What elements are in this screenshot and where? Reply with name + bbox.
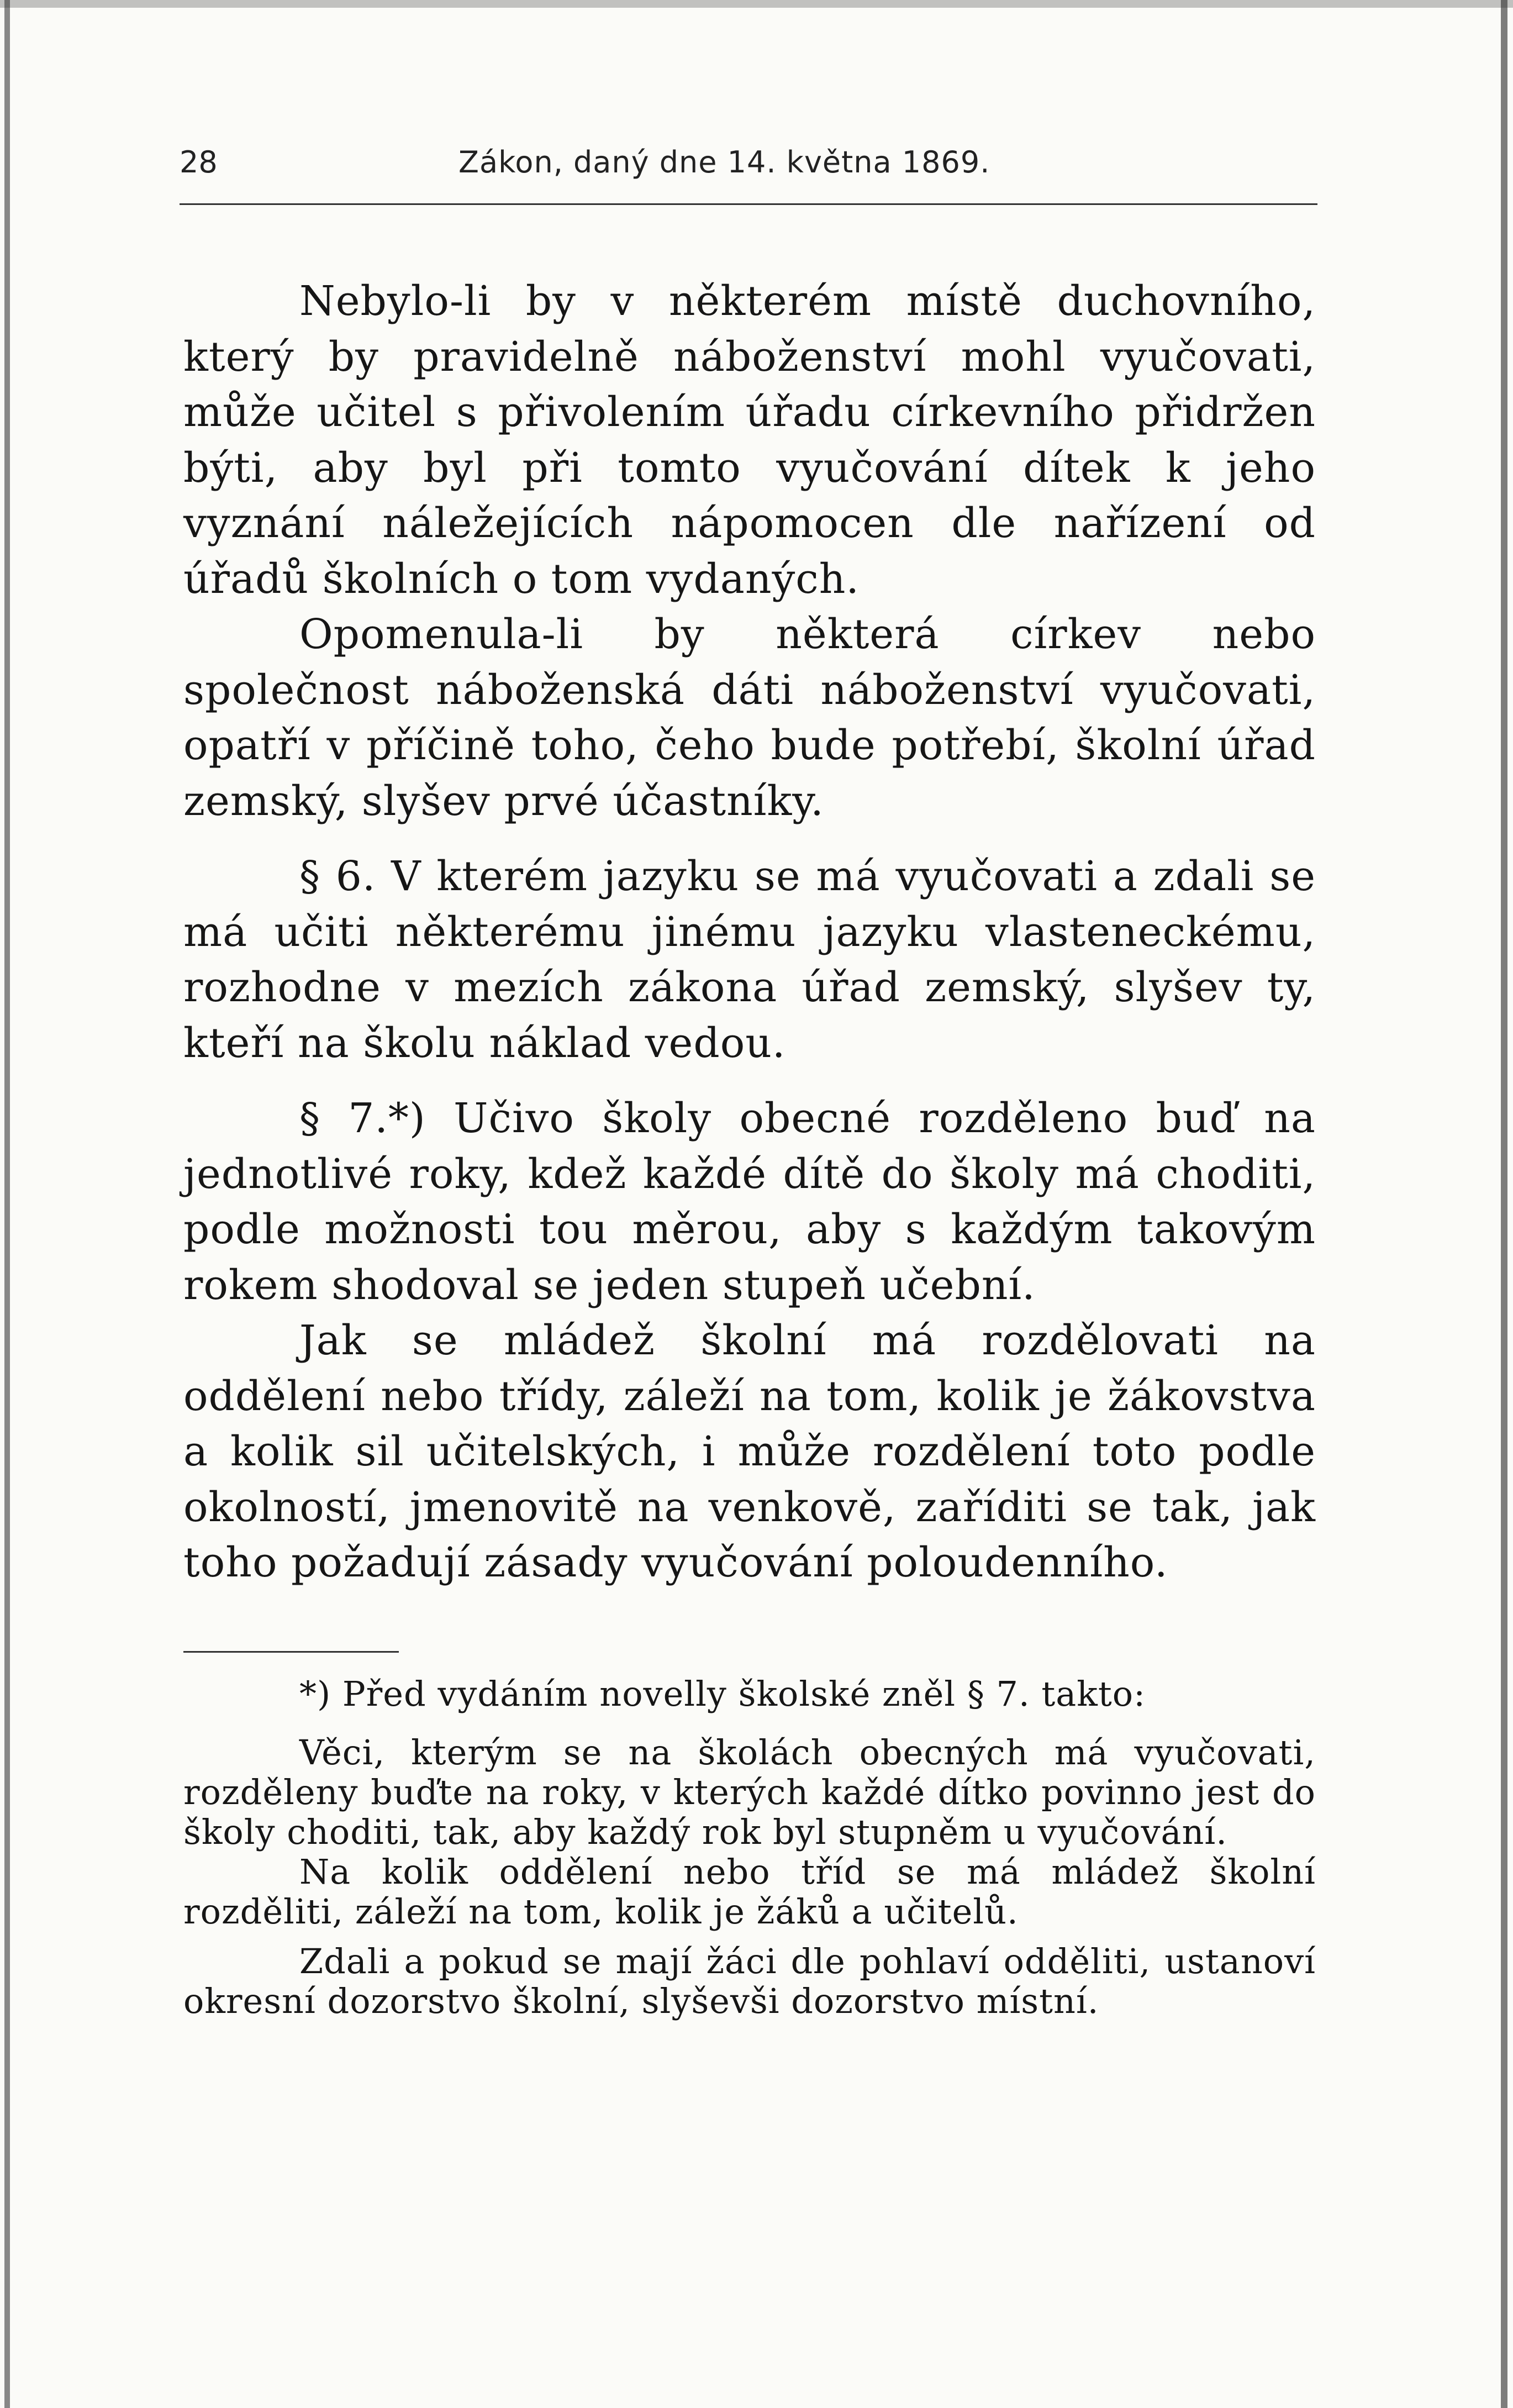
header-rule <box>180 203 1317 205</box>
page-header <box>180 145 1317 189</box>
scan-left-edge <box>4 0 10 2408</box>
paragraph: Nebylo-li by v některém místě duchovního, který by pravidelně náboženství mohl vyučovati, může učitel s přivolením úřadu církevního přidržen býti, aby byl při tomto vyučování dítek k jeho vyznání náležejících nápomocen dle nařízení od úřadů školních o tom vydaných. <box>183 277 1316 603</box>
footnote-paragraph: Na kolik oddělení nebo tříd se má mládež školní rozděliti, záleží na tom, kolik je žáků a učitelů. <box>183 1852 1316 1932</box>
page-number: 28 <box>180 145 218 180</box>
scan-top-edge <box>0 0 1513 8</box>
footnote-rule <box>183 1651 399 1653</box>
footnote-heading: *) Před vydáním novelly školské zněl § 7. takto: <box>299 1674 1146 1714</box>
section-7-paragraph: § 7.*) Učivo školy obecné rozděleno buď na jednotlivé roky, kdež každé dítě do školy má choditi, podle možnosti tou měrou, aby s každým takovým rokem shodoval se jeden stupeň učební. <box>183 1095 1316 1309</box>
section-6-paragraph: § 6. V kterém jazyku se má vyučovati a zdali se má učiti některému jinému jazyku vlasteneckému, rozhodne v mezích zákona úřad zemský, slyšev ty, kteří na školu náklad vedou. <box>183 853 1316 1067</box>
paragraph: Opomenula-li by některá církev nebo společnost náboženská dáti náboženství vyučovati, opatří v příčině toho, čeho bude potřebí, školní úřad zemský, slyšev prvé účastníky. <box>183 611 1316 825</box>
scan-right-edge <box>1501 0 1507 2408</box>
footnote-paragraph: Věci, kterým se na školách obecných má vyučovati, rozděleny buďte na roky, v kterých každé dítko povinno jest do školy choditi, tak, aby každý rok byl stupněm u vyučování. <box>183 1732 1316 1852</box>
paragraph: Jak se mládež školní má rozdělovati na oddělení nebo třídy, záleží na tom, kolik je žákovstva a kolik sil učitelských, i může rozdělení toto podle okolností, jmenovitě na venkově, zaříditi se tak, jak toho požadují zásady vyučování poloudenního. <box>183 1317 1316 1586</box>
running-title: Zákon, daný dne 14. května 1869. <box>458 145 990 180</box>
main-text <box>183 274 1316 1591</box>
footnote-paragraph: Zdali a pokud se mají žáci dle pohlaví odděliti, ustanoví okresní dozorstvo školní, slyševši dozorstvo místní. <box>183 1941 1316 2021</box>
footnote <box>183 1674 1316 2021</box>
